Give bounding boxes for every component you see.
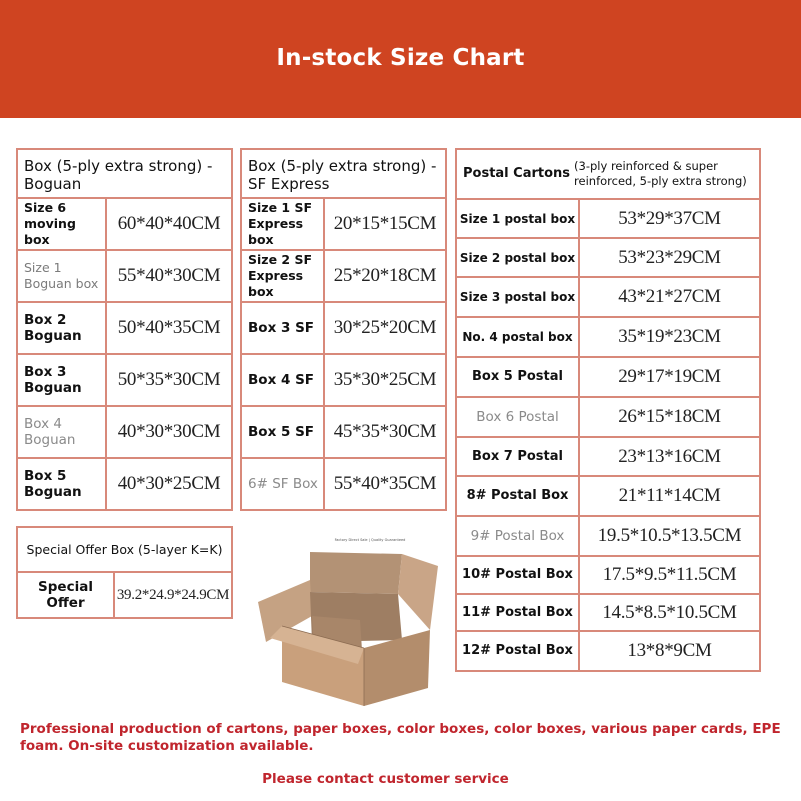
table-row [241,354,446,406]
row-size: 13*8*9CM [579,631,760,671]
table-row [17,458,232,510]
table-row [456,476,760,516]
row-size: 35*19*23CM [579,317,760,357]
row-size: 17.5*9.5*11.5CM [579,556,760,594]
table-row [456,397,760,437]
row-size: 20*15*15CM [324,198,446,250]
row-label: Size 3 postal box [456,277,579,317]
row-label: 12# Postal Box [456,631,579,671]
table-row [456,631,760,671]
contact-note: Please contact customer service [262,771,509,787]
row-label: 6# SF Box [241,458,324,510]
row-label: 8# Postal Box [456,476,579,516]
row-size: 43*21*27CM [579,277,760,317]
row-label: Special Offer [17,572,114,618]
row-label: 10# Postal Box [456,556,579,594]
row-label: Box 3 SF [241,302,324,354]
row-size: 45*35*30CM [324,406,446,458]
table-row [456,357,760,397]
row-size: 40*30*30CM [106,406,232,458]
table-row [17,354,232,406]
table-row [241,250,446,302]
postal-table-subtitle: (3-ply reinforced & super reinforced, 5-ply extra strong) [574,159,747,188]
row-size: 39.2*24.9*24.9CM [114,572,232,618]
cardboard-box-photo [252,530,444,710]
row-size: 53*23*29CM [579,238,760,277]
row-label: Box 5 SF [241,406,324,458]
row-size: 50*40*35CM [106,302,232,354]
row-label: Box 4 SF [241,354,324,406]
row-label: Size 1 Boguan box [17,250,106,302]
row-size: 23*13*16CM [579,437,760,476]
table-row [17,406,232,458]
row-size: 35*30*25CM [324,354,446,406]
row-size: 55*40*35CM [324,458,446,510]
photo-caption: Factory Direct Sale | Quality Guaranteed [334,538,406,542]
row-size: 60*40*40CM [106,198,232,250]
row-label: Box 2 Boguan [17,302,106,354]
row-label: Size 1 SF Express box [241,198,324,250]
row-size: 40*30*25CM [106,458,232,510]
row-label: 11# Postal Box [456,594,579,631]
page-title: In-stock Size Chart [276,45,525,71]
boguan-size-table [16,148,233,511]
special-offer-table [16,526,233,619]
row-size: 50*35*30CM [106,354,232,406]
special-offer-title: Special Offer Box (5-layer K=K) [17,527,232,572]
production-note: Professional production of cartons, paper boxes, color boxes, color boxes, various paper cards, EPE foam. On-site customization available. [20,721,781,754]
row-label: Size 2 SF Express box [241,250,324,302]
table-row [241,458,446,510]
table-row [456,277,760,317]
table-row [456,317,760,357]
row-label: Box 7 Postal [456,437,579,476]
row-label: No. 4 postal box [456,317,579,357]
row-label: 9# Postal Box [456,516,579,556]
table-row [17,302,232,354]
table-row [456,437,760,476]
row-label: Size 6 moving box [17,198,106,250]
table-row [17,250,232,302]
row-size: 30*25*20CM [324,302,446,354]
row-label: Box 5 Boguan [17,458,106,510]
row-label: Box 3 Boguan [17,354,106,406]
row-size: 25*20*18CM [324,250,446,302]
row-label: Size 2 postal box [456,238,579,277]
table-row [241,406,446,458]
row-size: 14.5*8.5*10.5CM [579,594,760,631]
table-row [456,594,760,631]
sf-express-size-table [240,148,447,511]
postal-table-title: Postal Cartons [463,166,571,181]
table-row [17,198,232,250]
sf-table-title: Box (5-ply extra strong) - SF Express [241,149,446,198]
table-row [456,238,760,277]
table-row [456,556,760,594]
table-row [456,516,760,556]
row-size: 55*40*30CM [106,250,232,302]
table-row [241,302,446,354]
row-size: 19.5*10.5*13.5CM [579,516,760,556]
row-label: Box 6 Postal [456,397,579,437]
row-label: Box 5 Postal [456,357,579,397]
boguan-table-title: Box (5-ply extra strong) - Boguan [17,149,232,198]
row-size: 21*11*14CM [579,476,760,516]
row-label: Box 4 Boguan [17,406,106,458]
header-banner [0,0,801,118]
row-label: Size 1 postal box [456,199,579,238]
table-row [241,198,446,250]
table-row [456,199,760,238]
row-size: 29*17*19CM [579,357,760,397]
postal-cartons-table [455,148,761,672]
row-size: 53*29*37CM [579,199,760,238]
row-size: 26*15*18CM [579,397,760,437]
table-row [17,572,232,618]
